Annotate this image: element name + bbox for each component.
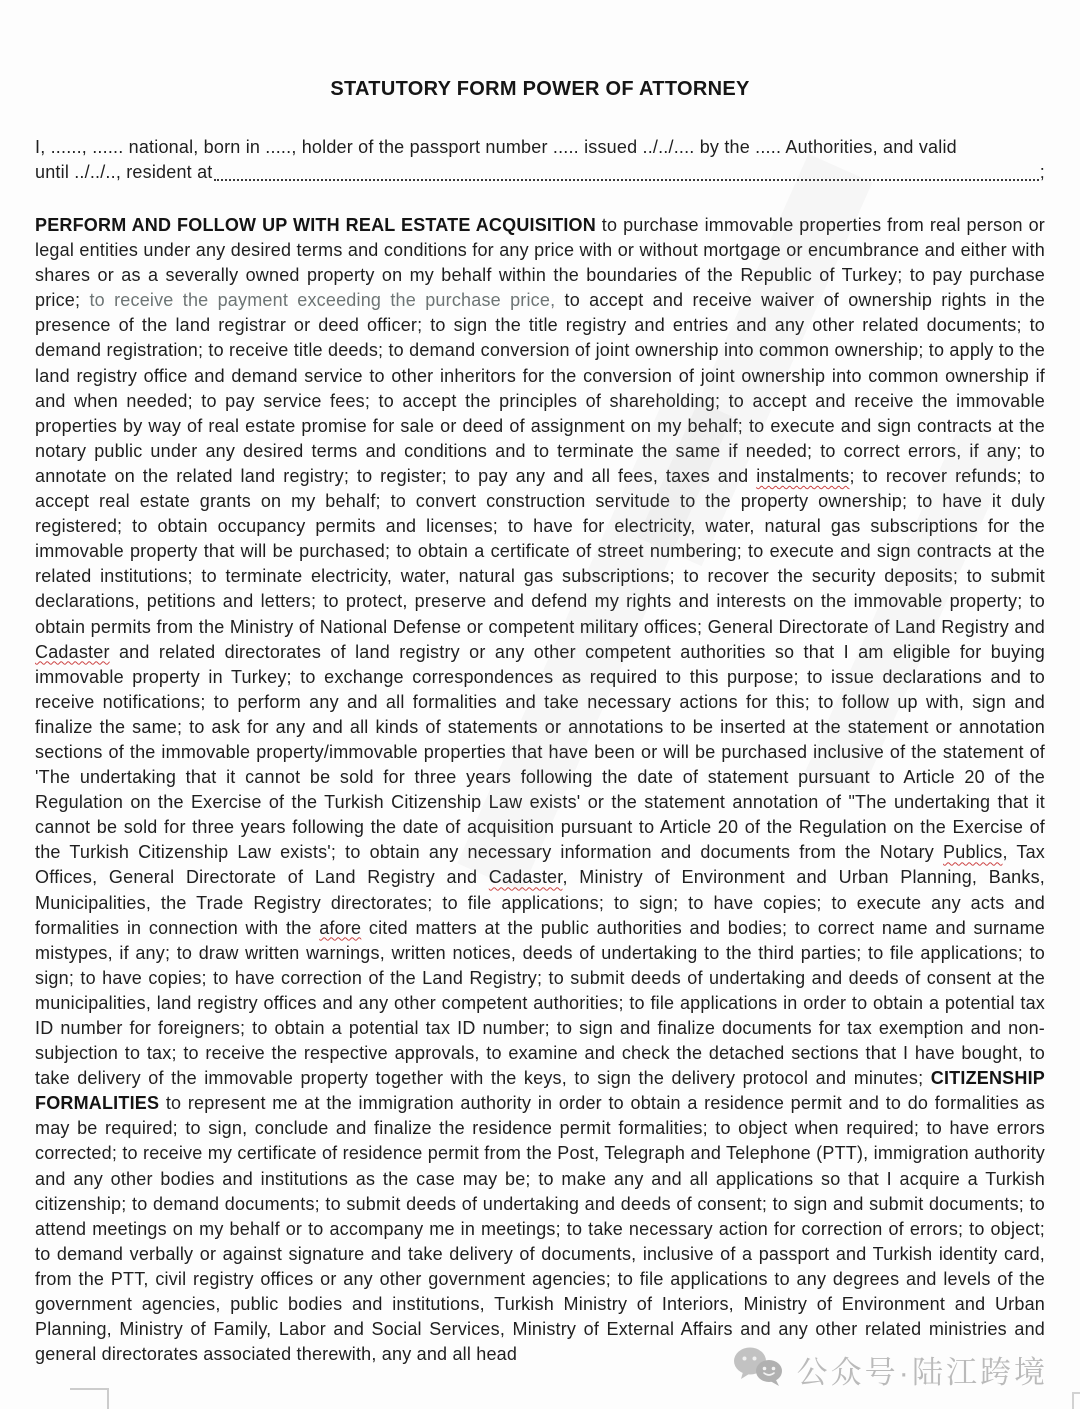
misspelled-word: Cadaster [488,867,563,888]
table-corner-right [1072,1392,1080,1409]
body-text-segment: , Tax Offices, General Directorate of Land Registry and [35,842,1046,888]
body-text-segment: ; to recover refunds; to accept real estate grants on my behalf; to convert construction servitude to the property ownership; to have it duly registered; to obtain occupancy permits and licenses; to have for electricity, water, natural gas subscriptions for the immovable property that will be purchased; to obtain a certificate of street numbering; to execute and sign contracts at the related institutions; to terminate electricity, water, natural gas subscriptions; to recover the security deposits; to submit declarations, petitions and letters; to protect, preserve and defend my rights and interests on the immovable property; to obtain permits from the Ministry of National Defense or competent military offices; General Directorate of Land Registry and [35,465,1045,637]
dotted-fill-line [214,178,1038,181]
intro-line-2-end: ; [1039,162,1045,182]
section-heading-inline: CITIZENSHIP FORMALITIES [35,1068,1045,1114]
body-text-segment: to receive the payment exceeding the purchase price, [89,290,556,311]
misspelled-word: afore [319,917,362,938]
intro-line-2-text: until ../../.., resident at [35,162,213,182]
body-text-segment: cited matters at the public authorities and bodies; to correct name and surname mistypes, if any; to draw written warnings, written notices, deeds of undertaking to the third parties; to file applications; to sign; to have copies; to have correction of the Land Registry; to submit deeds of undertaking and deeds of consent at the municipalities, land registry offices and any other competent authorities; to file applications in order to obtain a potential tax ID number for foreigners; to obtain a potential tax ID number; to sign and finalize documents for tax exemption and non-subjection to tax; to receive the respective approvals, to examine and check the detached sections that I have bought, to take delivery of the immovable property together with the keys, to sign the delivery protocol and minutes; [35,917,1045,1089]
document-title: STATUTORY FORM POWER OF ATTORNEY [330,78,750,100]
table-corner-left [70,1388,109,1409]
misspelled-word: Publics [943,842,1003,863]
wechat-icon [733,1346,785,1393]
intro-paragraph [35,135,1045,185]
publisher-watermark [733,1346,1048,1393]
body-text-segment: , Ministry of Environment and Urban Planning, Banks, Municipalities, the Trade Registry directorates; to file applications; to sign; to have copies; to execute any acts and formalities in connection with the [35,867,1045,938]
body-text-segment: to purchase immovable properties from real person or legal entities under any desired terms and conditions for any price with or without mortgage or encumbrance and either with shares or as a severally owned property on my behalf within the boundaries of the Republic of Turkey; to pay purchase price; [35,215,1045,311]
intro-line-2 [35,160,1045,185]
misspelled-word: Cadaster [35,641,110,662]
watermark-text: 公众号·陆江跨境 [796,1355,1048,1390]
body-text-segment: and related directorates of land registry or any other competent authorities so that I am eligible for buying immovable property in Turkey; to exchange correspondences as required to this purpose; to issue declarations and to receive notifications; to perform any and all formalities and take necessary actions for this; to follow up with, sign and finalize the same; to ask for any and all kinds of statements or annotations to be inserted at the statement or annotation sections of the immovable property/immovable properties that have been or will be purchased inclusive of the statement of 'The undertaking that it cannot be sold for three years following the date of statement pursuant to Article 20 of the Regulation on the Exercise of the Turkish Citizenship Law exists' or the statement annotation of "The undertaking that it cannot be sold for three years following the date of acquisition pursuant to Article 20 of the Regulation on the Exercise of the Turkish Citizenship Law exists'; to obtain any necessary information and documents from the Notary [35,641,1045,863]
section-heading-inline: PERFORM AND FOLLOW UP WITH REAL ESTATE ACQUISITION [35,215,596,235]
misspelled-word: instalments [756,465,850,486]
intro-line-1: I, ......, ...... national, born in ....., holder of the passport number ..... issued ../../.... by the ..... Authorities, and valid [35,137,957,157]
body-text-segment: to accept and receive waiver of ownership rights in the presence of the land registrar or deed officer; to sign the title registry and entries and any other related documents; to demand registration; to receive title deeds; to demand conversion of joint ownership into common ownership; to apply to the land registry office and demand service to other inheritors for the conversion of joint ownership into common ownership if and when needed; to pay service fees; to accept the principles of shareholding; to accept and receive the immovable properties by way of real estate promise for sale or deed of assignment on my behalf; to execute and sign contracts at the notary public under any desired terms and conditions and to terminate the same if needed; to correct errors, if any; to annotate on the related land registry; to register; to pay any and all fees, taxes and [35,290,1045,486]
body-text-segment: to represent me at the immigration authority in order to obtain a residence permit and to do formalities as may be required; to sign, conclude and finalize the residence permit formalities; to object when required; to have errors corrected; to receive my certificate of residence permit from the Post, Telegraph and Telephone (PTT), immigration authority and any other bodies and institutions as the case may be; to make any and all applications so that I acquire a Turkish citizenship; to demand documents; to submit deeds of undertaking and deeds of consent; to sign and submit documents; to attend meetings on my behalf or to accompany me in meetings; to take necessary action for correction of errors; to object; to demand verbally or against signature and take delivery of documents, inclusive of a passport and Turkish identity card, from the PTT, civil registry offices or any other government agencies; to file applications to any degrees and levels of the government agencies, public bodies and institutions, Turkish Ministry of Interiors, Ministry of Environment and Urban Planning, Ministry of Family, Labor and Social Services, Ministry of External Affairs and any other related ministries and general directorates associated therewith, any and all head [35,1093,1045,1365]
body-paragraph [35,213,1045,1367]
